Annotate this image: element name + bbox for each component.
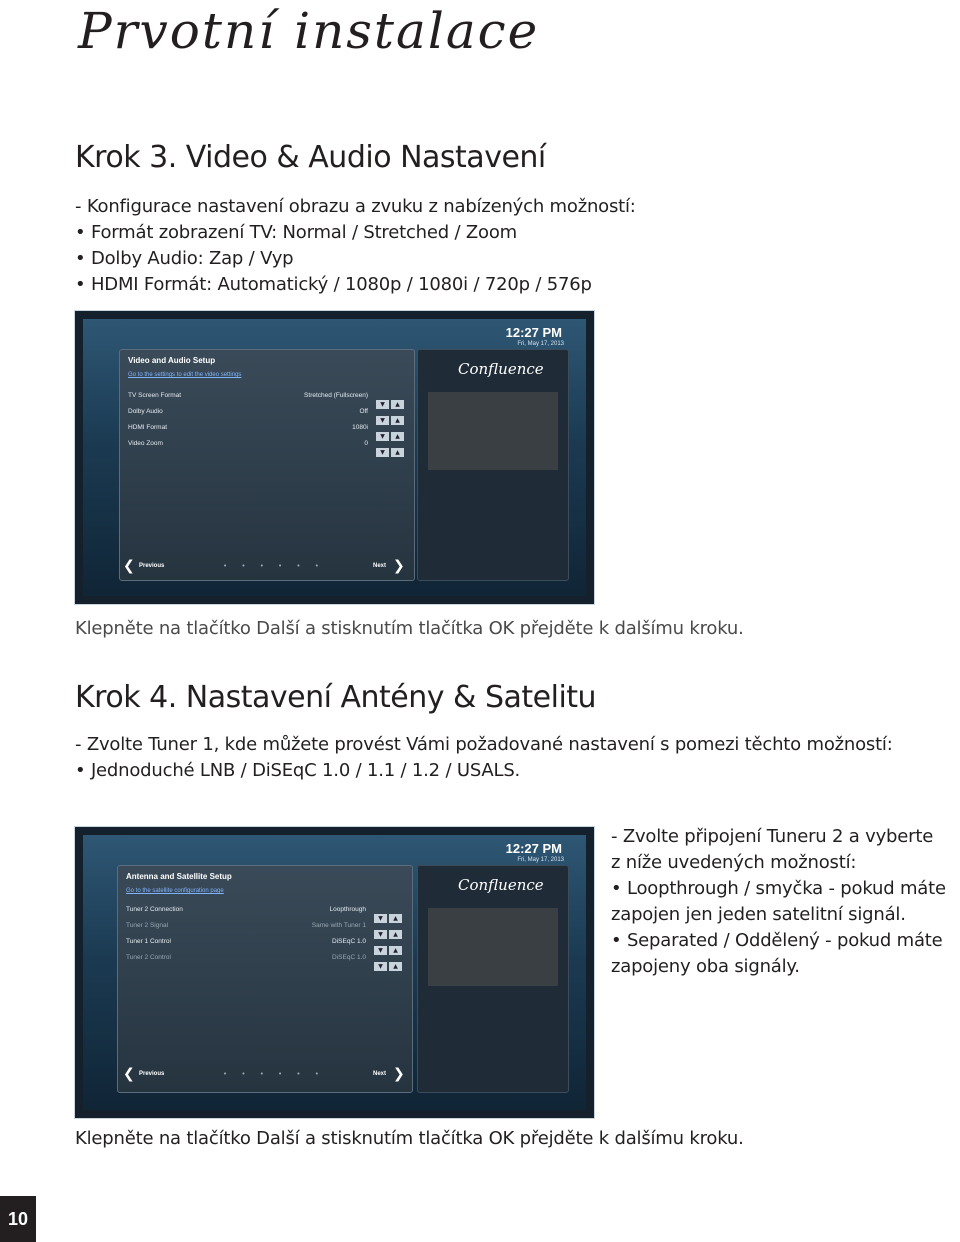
previous-button[interactable]: Previous: [139, 563, 165, 569]
side-note-separated: • Separated / Oddělený - pokud máte: [611, 928, 946, 954]
spin-buttons[interactable]: [374, 439, 404, 456]
spin-buttons[interactable]: [372, 905, 402, 922]
setting-value: Off: [359, 408, 368, 415]
setting-row-tuner2-control: [126, 952, 402, 970]
setting-label: Tuner 2 Control: [126, 954, 171, 961]
step3-option-hdmi: • HDMI Formát: Automatický / 1080p / 1080i / 720p / 576p: [75, 272, 636, 298]
step4-heading: Krok 4. Nastavení Antény & Satelitu: [75, 680, 597, 715]
up-arrow-icon[interactable]: ▲: [389, 914, 402, 923]
side-panel: [417, 865, 569, 1093]
up-arrow-icon[interactable]: ▲: [391, 448, 404, 457]
setting-value: Loopthrough: [329, 906, 366, 913]
step4-screenshot: [74, 826, 595, 1119]
page-dots: • • • • • •: [223, 1070, 325, 1078]
clock-date: Fri, May 17, 2013: [517, 341, 564, 347]
setting-row-video-zoom[interactable]: [128, 438, 404, 456]
setting-row-hdmi-format[interactable]: [128, 422, 404, 440]
menu-title: Antenna and Satellite Setup: [126, 872, 232, 881]
setting-value: DiSEqC 1.0: [332, 954, 366, 961]
down-arrow-icon: ▼: [374, 930, 387, 939]
setting-label: Tuner 1 Control: [126, 938, 171, 945]
down-arrow-icon: ▼: [374, 962, 387, 971]
setting-row-dolby-audio[interactable]: [128, 406, 404, 424]
antenna-satellite-menu: [117, 865, 413, 1093]
down-arrow-icon[interactable]: ▼: [376, 432, 389, 441]
spin-buttons: [372, 953, 402, 970]
step4-side-notes: [611, 824, 946, 980]
up-arrow-icon[interactable]: ▲: [391, 432, 404, 441]
menu-link[interactable]: Go to the satellite configuration page: [126, 888, 224, 894]
chevron-right-icon[interactable]: ❯: [393, 558, 405, 574]
setting-value: Stretched (Fullscreen): [304, 392, 368, 399]
step3-options: [75, 194, 636, 298]
up-arrow-icon: ▲: [389, 962, 402, 971]
spin-buttons[interactable]: [374, 391, 404, 408]
spin-buttons[interactable]: [374, 407, 404, 424]
up-arrow-icon: ▲: [389, 930, 402, 939]
tv-screen: [83, 835, 586, 1110]
down-arrow-icon[interactable]: ▼: [374, 914, 387, 923]
setting-label: Video Zoom: [128, 440, 163, 447]
clock: 12:27 PM: [505, 841, 562, 856]
setting-label: HDMI Format: [128, 424, 167, 431]
next-button[interactable]: Next: [373, 563, 387, 569]
side-note-line: zapojeny oba signály.: [611, 956, 800, 977]
setting-row-tv-screen-format[interactable]: [128, 390, 404, 408]
clock-date: Fri, May 17, 2013: [517, 857, 564, 863]
setting-row-tuner2-signal: [126, 920, 402, 938]
step4-option-lnb: • Jednoduché LNB / DiSEqC 1.0 / 1.1 / 1.2 / USALS.: [75, 758, 893, 784]
step3-caption: Klepněte na tlačítko Další a stisknutím tlačítka OK přejděte k dalšímu kroku.: [75, 618, 744, 639]
down-arrow-icon[interactable]: ▼: [374, 946, 387, 955]
setting-label: Tuner 2 Connection: [126, 906, 183, 913]
page-number: 10: [0, 1196, 36, 1242]
side-note-loopthrough: • Loopthrough / smyčka - pokud máte: [611, 876, 946, 902]
page-dots: • • • • • •: [223, 562, 325, 570]
step3-option-dolby: • Dolby Audio: Zap / Vyp: [75, 246, 636, 272]
setting-value: 1080i: [352, 424, 368, 431]
tv-screen: [83, 319, 586, 596]
setting-label: Tuner 2 Signal: [126, 922, 169, 929]
up-arrow-icon[interactable]: ▲: [391, 416, 404, 425]
menu-title: Video and Audio Setup: [128, 356, 216, 365]
confluence-logo: Confluence: [458, 360, 544, 378]
side-note-line: zapojen jen jeden satelitní signál.: [611, 904, 906, 925]
chevron-left-icon[interactable]: ❮: [123, 1066, 135, 1082]
step3-intro: - Konfigurace nastavení obrazu a zvuku z nabízených možností:: [75, 196, 636, 217]
side-note-line: z níže uvedených možností:: [611, 852, 857, 873]
preview-area: [428, 392, 558, 470]
down-arrow-icon[interactable]: ▼: [376, 448, 389, 457]
step3-screenshot: [74, 310, 595, 605]
setting-row-tuner1-control[interactable]: [126, 936, 402, 954]
down-arrow-icon[interactable]: ▼: [376, 416, 389, 425]
down-arrow-icon[interactable]: ▼: [376, 400, 389, 409]
side-panel: [417, 349, 569, 581]
chevron-left-icon[interactable]: ❮: [123, 558, 135, 574]
setting-value: Same with Tuner 1: [311, 922, 366, 929]
up-arrow-icon[interactable]: ▲: [391, 400, 404, 409]
setting-value: 0: [364, 440, 368, 447]
spin-buttons[interactable]: [372, 937, 402, 954]
setting-label: TV Screen Format: [128, 392, 182, 399]
video-audio-menu: [119, 349, 415, 581]
spin-buttons[interactable]: [374, 423, 404, 440]
setting-label: Dolby Audio: [128, 408, 163, 415]
up-arrow-icon[interactable]: ▲: [389, 946, 402, 955]
setting-row-tuner2-connection[interactable]: [126, 904, 402, 922]
chevron-right-icon[interactable]: ❯: [393, 1066, 405, 1082]
next-button[interactable]: Next: [373, 1071, 387, 1077]
previous-button[interactable]: Previous: [139, 1071, 165, 1077]
menu-link[interactable]: Go to the settings to edit the video settings: [128, 372, 242, 378]
page-title: Prvotní instalace: [78, 2, 540, 60]
side-note-line: - Zvolte připojení Tuneru 2 a vyberte: [611, 826, 934, 847]
step4-options: [75, 732, 893, 784]
step3-heading: Krok 3. Video & Audio Nastavení: [75, 140, 546, 175]
spin-buttons: [372, 921, 402, 938]
clock: 12:27 PM: [505, 325, 562, 340]
step4-caption: Klepněte na tlačítko Další a stisknutím tlačítka OK přejděte k dalšímu kroku.: [75, 1128, 744, 1149]
confluence-logo: Confluence: [458, 876, 544, 894]
step4-intro: - Zvolte Tuner 1, kde můžete provést Vámi požadované nastavení s pomezi těchto možností:: [75, 734, 893, 755]
setting-value: DiSEqC 1.0: [332, 938, 366, 945]
step3-option-tv-format: • Formát zobrazení TV: Normal / Stretched / Zoom: [75, 220, 636, 246]
preview-area: [428, 908, 558, 986]
